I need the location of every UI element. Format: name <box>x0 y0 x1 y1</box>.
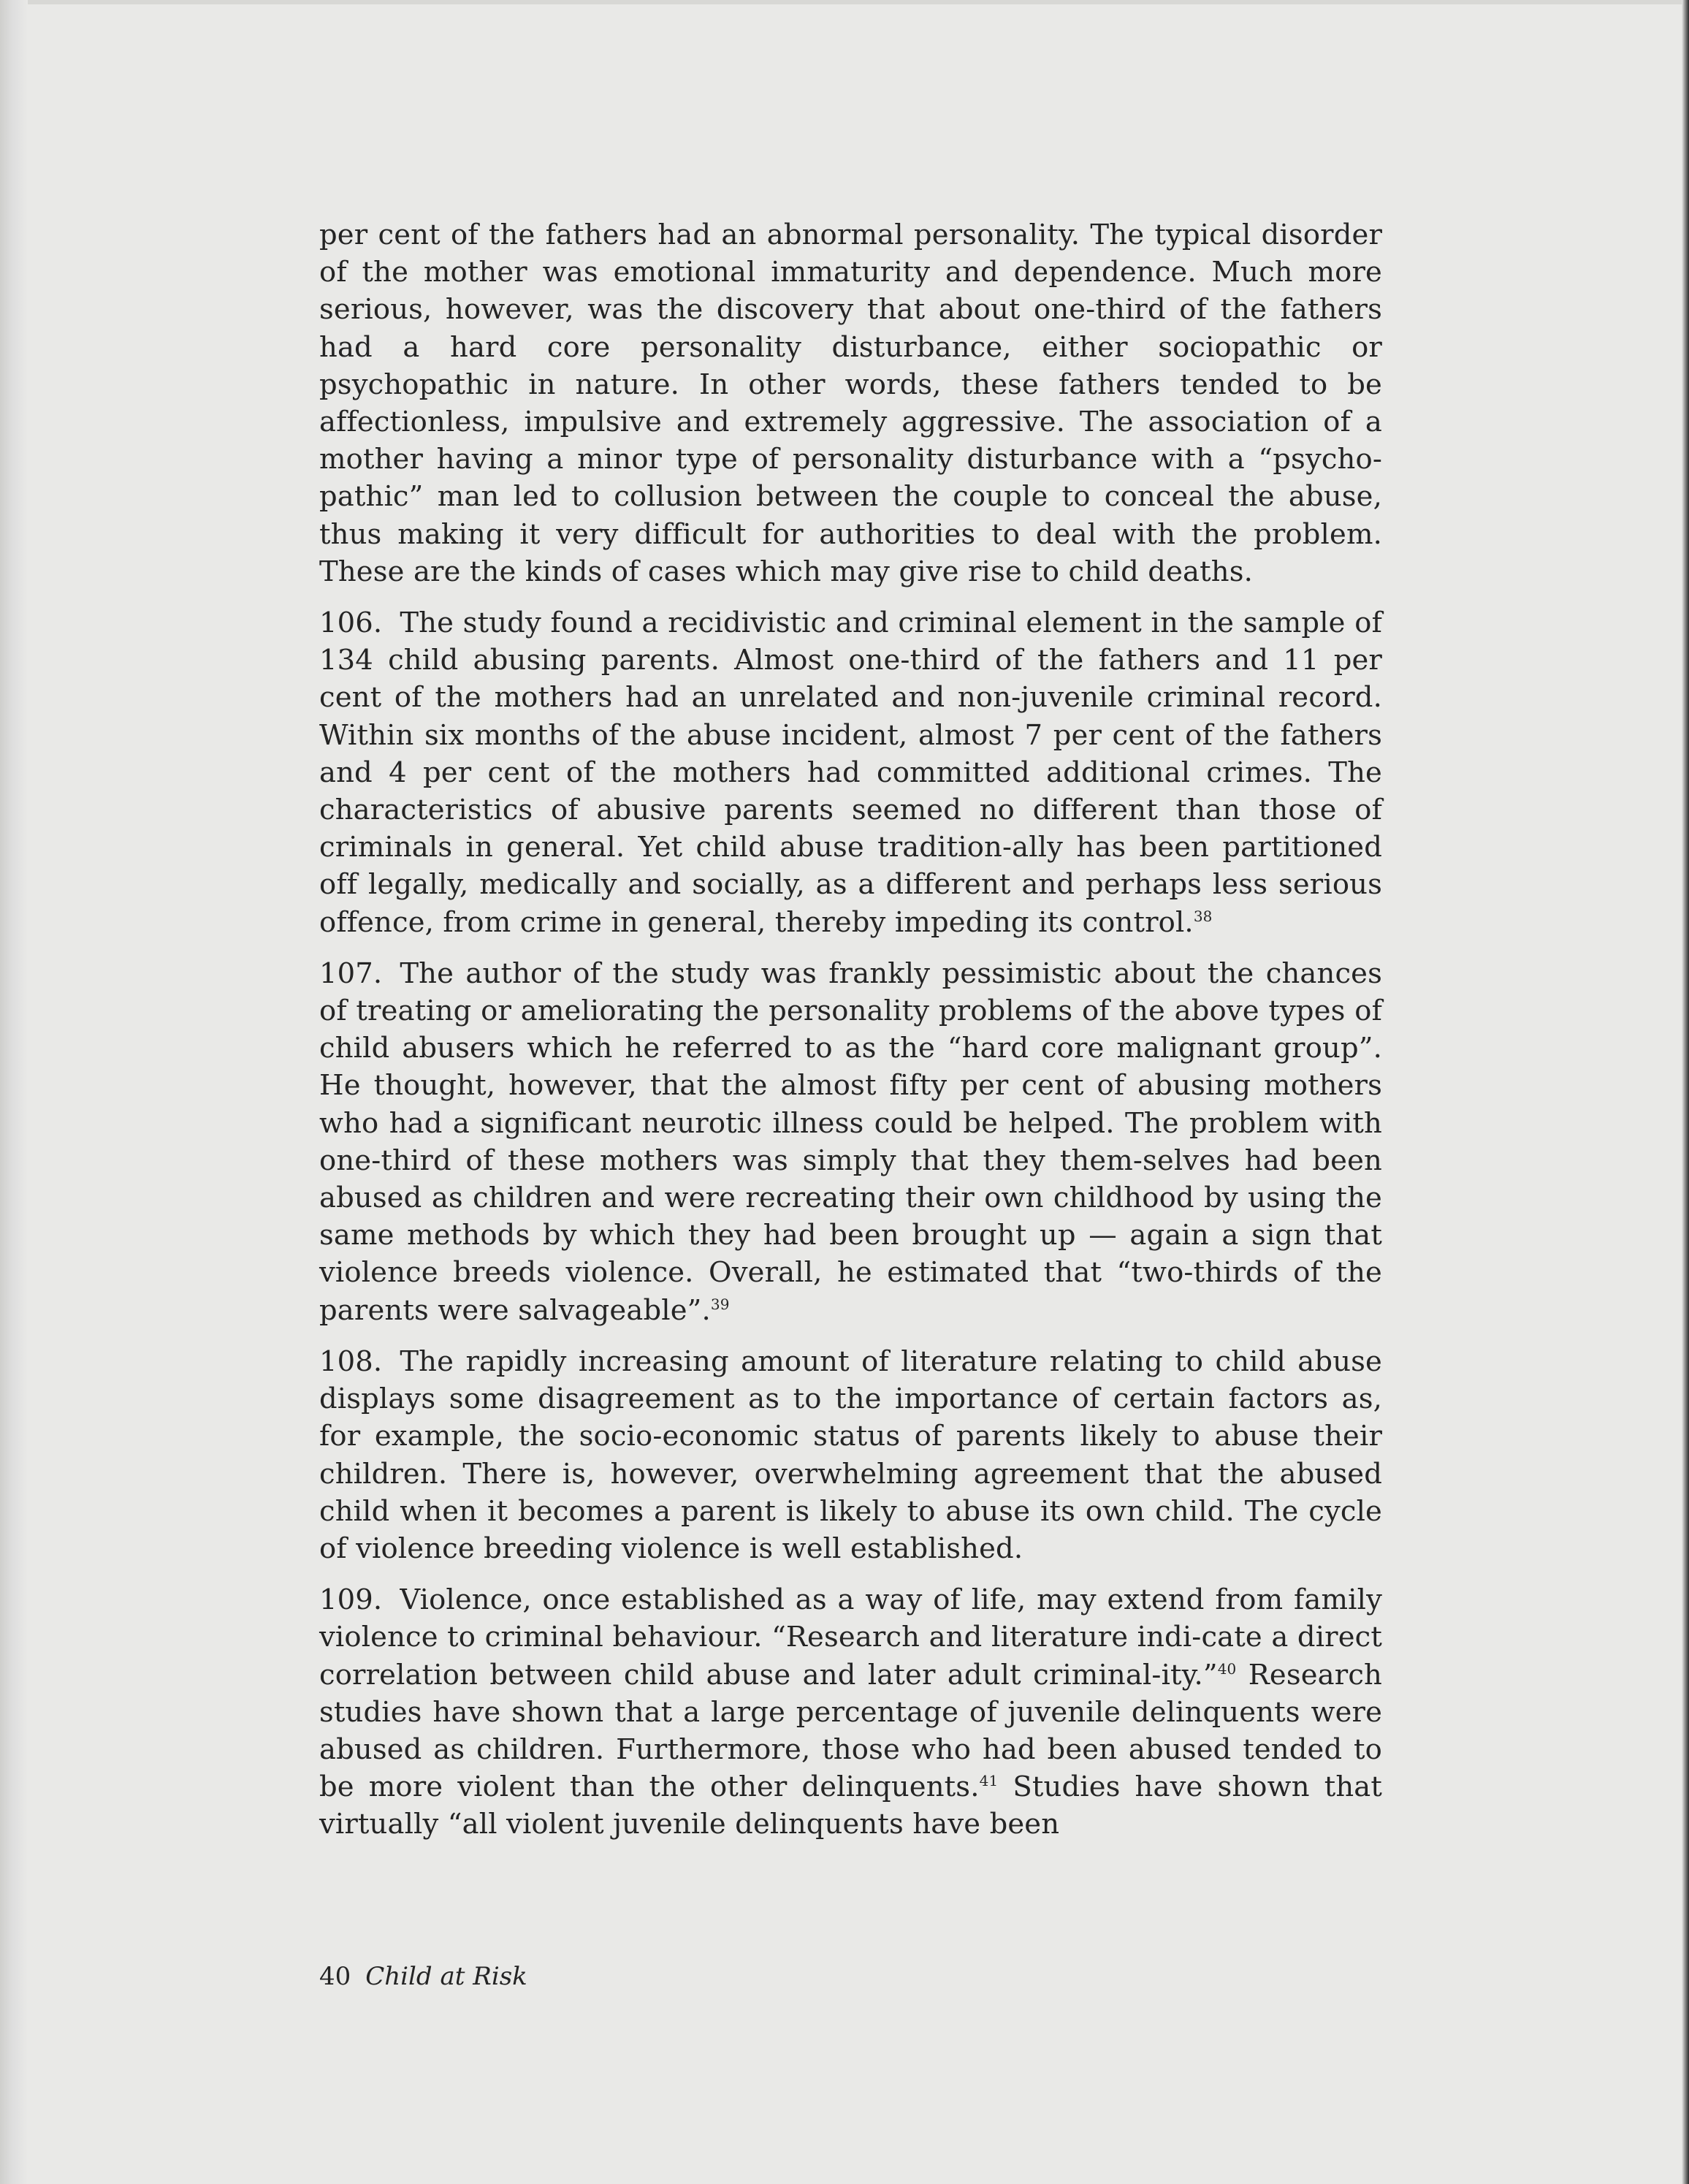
running-title: Child at Risk <box>365 1962 527 1991</box>
paragraph-text: Studies have shown that virtually “all violent juvenile delinquents have been <box>319 1770 1382 1841</box>
paragraph-109 <box>319 1581 1382 1843</box>
page-right-edge <box>1682 0 1689 2184</box>
paragraph-number: 109. <box>319 1583 383 1617</box>
paragraph-text: The study found a recidivistic and criminal element in the sample of 134 child abusing parents. Almost one-third of the fathers and 11 per cent of the mothers had an unrelated and non-juvenile criminal record. Within six months of the abuse incident, almost 7 per cent of the fathers and 4 per cent of the mothers had committed additional crimes. The characteristics of abusive parents seemed no different than those of criminals in general. Yet child abuse tradition-ally has been partitioned off legally, medically and socially, as a different and perhaps less serious offence, from crime in general, thereby impeding its control. <box>319 606 1382 939</box>
paragraph-107 <box>319 955 1382 1329</box>
paragraph-106 <box>319 604 1382 941</box>
paragraph-text: Research studies have shown that a large percentage of juvenile delinquents were abused as children. Furthermore, those who had been abused tended to be more violent than the other delinquents. <box>319 1658 1382 1804</box>
paragraph-number: 107. <box>319 956 383 990</box>
page-gutter-shadow <box>0 0 28 2184</box>
paragraph-text: The rapidly increasing amount of literature relating to child abuse displays some disagreement as to the importance of certain factors as, for example, the socio-economic status of parents likely to abuse their children. There is, however, overwhelming agreement that the abused child when it becomes a parent is likely to abuse its own child. The cycle of violence breeding violence is well established. <box>319 1344 1382 1565</box>
page-footer <box>319 1962 527 1991</box>
paragraph-number: 106. <box>319 606 383 640</box>
footnote-marker: 38 <box>1193 907 1213 925</box>
page-top-edge <box>0 0 1689 4</box>
paragraph-text: Violence, once established as a way of life, may extend from family violence to criminal behaviour. “Research and literature indi-cate a direct correlation between child abuse and later adult criminal-ity.” <box>319 1583 1382 1692</box>
paragraph-text: per cent of the fathers had an abnormal personality. The typical disorder of the mother was emotional immaturity and dependence. Much more serious, however, was the discovery that about one-third of the fathers had a hard core personality disturbance, either sociopathic or psychopathic in nature. In other words, these fathers tended to be affectionless, impulsive and extremely aggressive. The association of a mother having a minor type of personality disturbance with a “psycho-pathic” man led to collusion between the couple to conceal the abuse, thus making it very difficult for authorities to deal with the problem. These are the kinds of cases which may give rise to child deaths. <box>319 218 1382 588</box>
footnote-marker: 39 <box>710 1295 730 1313</box>
page-number: 40 <box>319 1962 351 1991</box>
body-text <box>319 216 1382 1857</box>
footnote-marker: 41 <box>979 1772 999 1790</box>
paragraph-number: 108. <box>319 1344 383 1378</box>
paragraph-continued <box>319 216 1382 590</box>
paragraph-text: The author of the study was frankly pessimistic about the chances of treating or ameliorating the personality problems of the above types of child abusers which he referred to as the “hard core malignant group”. He thought, however, that the almost fifty per cent of abusing mothers who had a significant neurotic illness could be helped. The problem with one-third of these mothers was simply that they them-selves had been abused as children and were recreating their own childhood by using the same methods by which they had been brought up — again a sign that violence breeds violence. Overall, he estimated that “two-thirds of the parents were salvageable”. <box>319 956 1382 1327</box>
paragraph-108 <box>319 1343 1382 1567</box>
footnote-marker: 40 <box>1217 1659 1237 1678</box>
